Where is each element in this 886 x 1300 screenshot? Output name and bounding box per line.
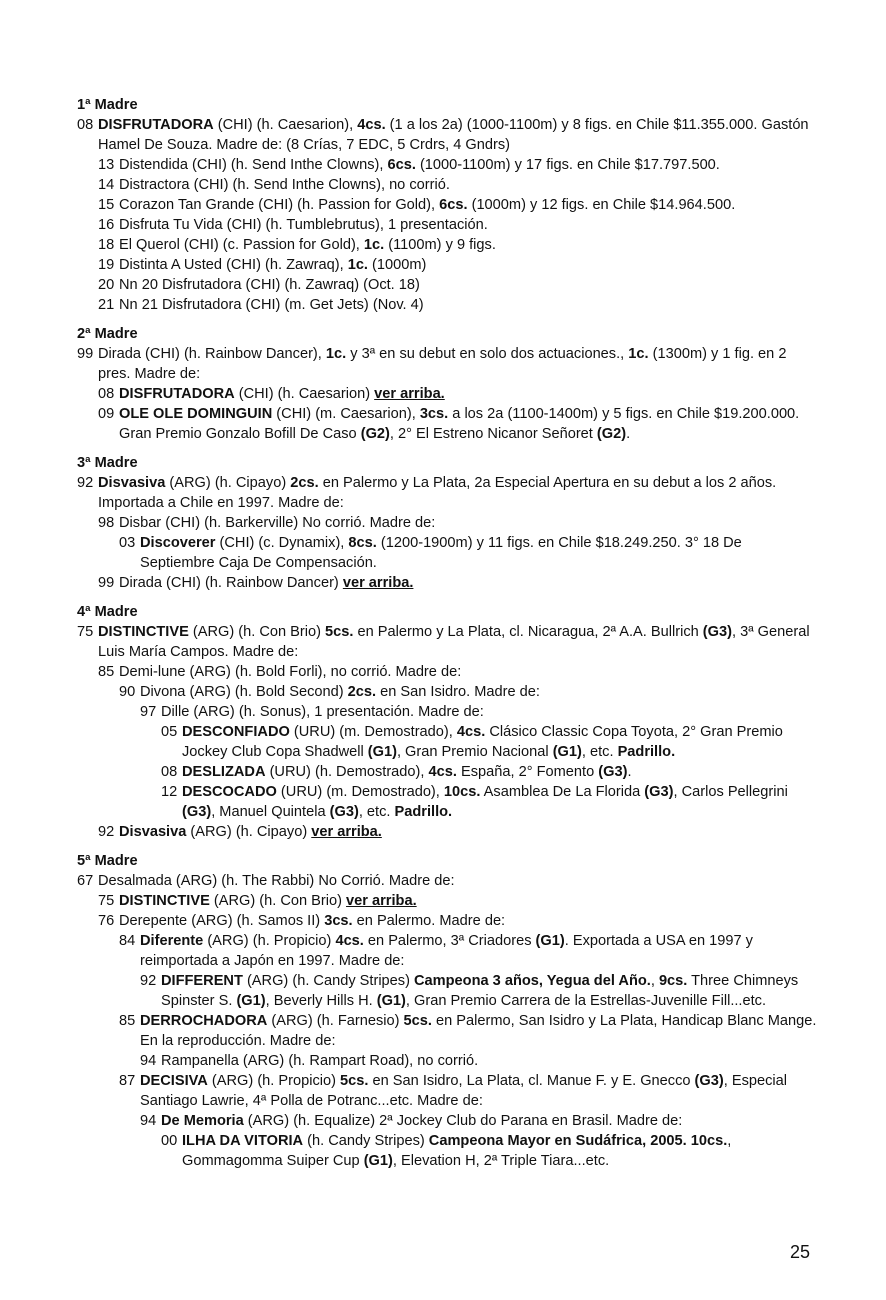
- pedigree-entry: [77, 871, 817, 891]
- entry-text: (CHI) (h. Caesarion): [234, 386, 375, 402]
- bold-text: DESCOCADO: [182, 784, 277, 800]
- entry-text: Demi-lune (ARG) (h. Bold Forli), no corrió. Madre de:: [119, 664, 462, 680]
- bold-text: 4cs.: [456, 724, 486, 740]
- entry-text: (CHI) (m. Caesarion),: [272, 406, 420, 422]
- birth-year: 12: [161, 784, 178, 800]
- pedigree-entry: [98, 235, 817, 255]
- pedigree-entry: [98, 891, 817, 911]
- birth-year: 76: [98, 913, 115, 929]
- entry-text: (ARG) (h. Equalize) 2ª Jockey Club do Parana en Brasil. Madre de:: [243, 1113, 683, 1129]
- birth-year: 67: [77, 873, 94, 889]
- entry-text: (ARG) (h. Farnesio): [267, 1013, 404, 1029]
- bold-text: 5cs.: [325, 624, 354, 640]
- pedigree-entry: [98, 573, 817, 593]
- entry-text: , etc.: [581, 744, 618, 760]
- entry-text: Clásico Classic Copa Toyota, 2° Gran Premio Jockey Club Copa Shadwell: [182, 724, 783, 760]
- birth-year: 85: [98, 664, 115, 680]
- entry-text: Divona (ARG) (h. Bold Second): [140, 684, 348, 700]
- bold-text: (G1): [376, 993, 406, 1009]
- entry-text: Desalmada (ARG) (h. The Rabbi) No Corrió. Madre de:: [98, 873, 455, 889]
- cross-reference-link[interactable]: ver arriba.: [311, 824, 382, 840]
- entry-text: (URU) (m. Demostrado),: [289, 724, 457, 740]
- section-heading: 1ª Madre: [77, 97, 138, 113]
- section-heading: 4ª Madre: [77, 604, 138, 620]
- entry-text: , Gran Premio Nacional: [396, 744, 553, 760]
- entry-text: a los 2a (1100-1400m) y 5 figs. en Chile $19.200.000. Gran Premio Gonzalo Bofill De Caso: [119, 406, 800, 442]
- entry-text: ,: [650, 973, 659, 989]
- bold-text: (G3): [598, 764, 628, 780]
- birth-year: 75: [77, 624, 94, 640]
- pedigree-entry: [98, 175, 817, 195]
- pedigree-entry: [140, 1111, 817, 1131]
- bold-text: (G3): [182, 804, 212, 820]
- birth-year: 98: [98, 515, 115, 531]
- bold-text: 3cs.: [419, 406, 449, 422]
- bold-text: Disvasiva: [119, 824, 187, 840]
- entry-text: (ARG) (h. Propicio): [203, 933, 336, 949]
- bold-text: DERROCHADORA: [140, 1013, 268, 1029]
- entry-text: Dille (ARG) (h. Sonus), 1 presentación. Madre de:: [161, 704, 484, 720]
- entry-text: .: [627, 764, 632, 780]
- birth-year: 18: [98, 237, 115, 253]
- entry-text: en Palermo y La Plata, cl. Nicaragua, 2ª A.A. Bullrich: [353, 624, 703, 640]
- entry-text: (h. Candy Stripes): [303, 1133, 429, 1149]
- bold-text: 4cs.: [428, 764, 457, 780]
- pedigree-entry: [98, 275, 817, 295]
- bold-text: 2cs.: [347, 684, 377, 700]
- bold-text: 6cs.: [439, 197, 468, 213]
- bold-text: 4cs.: [357, 117, 386, 133]
- pedigree-entry: [77, 115, 817, 155]
- dam-section: [77, 324, 817, 444]
- entry-text: , etc.: [358, 804, 395, 820]
- entry-text: Derepente (ARG) (h. Samos II): [119, 913, 325, 929]
- bold-text: DESCONFIADO: [182, 724, 290, 740]
- bold-text: 1c.: [325, 346, 347, 362]
- entry-text: .: [626, 426, 631, 442]
- dam-section: [77, 95, 817, 315]
- bold-text: (G1): [363, 1153, 393, 1169]
- bold-text: 4cs.: [335, 933, 364, 949]
- bold-text: DECISIVA: [140, 1073, 208, 1089]
- pedigree-entry: [119, 1071, 817, 1111]
- entry-text: (1 a los 2a) (1000-1100m) y 8 figs. en Chile $11.355.000. Gastón Hamel De Souza. Madre de: (8 Crías, 7 EDC, 5 Crdrs, 4 Gndrs): [98, 117, 809, 153]
- bold-text: (G3): [644, 784, 674, 800]
- entry-text: Dirada (CHI) (h. Rainbow Dancer),: [98, 346, 326, 362]
- bold-text: 5cs.: [403, 1013, 432, 1029]
- entry-text: (CHI) (c. Dynamix),: [215, 535, 349, 551]
- entry-text: (ARG) (h. Cipayo): [165, 475, 291, 491]
- cross-reference-link[interactable]: ver arriba.: [346, 893, 417, 909]
- pedigree-entry: [98, 384, 817, 404]
- entry-text: Asamblea De La Florida: [480, 784, 645, 800]
- cross-reference-link[interactable]: ver arriba.: [374, 386, 445, 402]
- birth-year: 13: [98, 157, 115, 173]
- entry-text: (1000-1100m) y 17 figs. en Chile $17.797.500.: [415, 157, 720, 173]
- birth-year: 97: [140, 704, 157, 720]
- entry-text: (URU) (h. Demostrado),: [265, 764, 429, 780]
- birth-year: 08: [98, 386, 115, 402]
- bold-text: 3cs.: [324, 913, 353, 929]
- dam-section: [77, 602, 817, 842]
- bold-text: 1c.: [628, 346, 649, 362]
- entry-text: , Beverly Hills H.: [265, 993, 377, 1009]
- bold-text: Diferente: [140, 933, 204, 949]
- pedigree-entry: [98, 822, 817, 842]
- birth-year: 21: [98, 297, 115, 313]
- bold-text: (G1): [367, 744, 397, 760]
- birth-year: 99: [77, 346, 94, 362]
- dam-section: [77, 453, 817, 593]
- bold-text: DISTINCTIVE: [98, 624, 189, 640]
- entry-text: Distendida (CHI) (h. Send Inthe Clowns),: [119, 157, 388, 173]
- dam-section: [77, 851, 817, 1171]
- birth-year: 03: [119, 535, 136, 551]
- entry-text: Nn 20 Disfrutadora (CHI) (h. Zawraq) (Oct. 18): [119, 277, 420, 293]
- entry-text: (ARG) (h. Cipayo): [186, 824, 312, 840]
- pedigree-entry: [98, 662, 817, 682]
- bold-text: Disvasiva: [98, 475, 166, 491]
- entry-text: , Carlos Pellegrini: [673, 784, 788, 800]
- birth-year: 14: [98, 177, 115, 193]
- entry-text: (ARG) (h. Con Brio): [188, 624, 326, 640]
- bold-text: Discoverer: [140, 535, 216, 551]
- entry-text: . Exportada a USA en 1997 y reimportada a Japón en 1997. Madre de:: [140, 933, 753, 969]
- birth-year: 20: [98, 277, 115, 293]
- birth-year: 15: [98, 197, 115, 213]
- pedigree-entry: [161, 722, 817, 762]
- entry-text: , Gommagomma Suiper Cup: [182, 1133, 732, 1169]
- birth-year: 19: [98, 257, 115, 273]
- section-heading: 5ª Madre: [77, 853, 138, 869]
- birth-year: 16: [98, 217, 115, 233]
- entry-text: (URU) (m. Demostrado),: [276, 784, 444, 800]
- entry-text: , Manuel Quintela: [211, 804, 330, 820]
- entry-text: , Gran Premio Carrera de la Estrellas-Juvenille Fill...etc.: [405, 993, 767, 1009]
- bold-text: (G1): [552, 744, 582, 760]
- bold-text: DIFFERENT: [161, 973, 243, 989]
- bold-text: 8cs.: [348, 535, 377, 551]
- entry-text: en San Isidro. Madre de:: [376, 684, 540, 700]
- entry-text: (1000m) y 12 figs. en Chile $14.964.500.: [467, 197, 736, 213]
- entry-text: El Querol (CHI) (c. Passion for Gold),: [119, 237, 364, 253]
- entry-text: (1100m) y 9 figs.: [384, 237, 496, 253]
- pedigree-document: [77, 95, 817, 1180]
- bold-text: (G1): [236, 993, 266, 1009]
- bold-text: 1c.: [347, 257, 368, 273]
- birth-year: 85: [119, 1013, 136, 1029]
- entry-text: Three Chimneys Spinster S.: [161, 973, 799, 1009]
- pedigree-entry: [161, 1131, 817, 1171]
- entry-text: Nn 21 Disfrutadora (CHI) (m. Get Jets) (Nov. 4): [119, 297, 424, 313]
- entry-text: Dirada (CHI) (h. Rainbow Dancer): [119, 575, 343, 591]
- entry-text: (ARG) (h. Propicio): [207, 1073, 341, 1089]
- entry-text: en Palermo, San Isidro y La Plata, Handicap Blanc Mange. En la reproducción. Madre de:: [140, 1013, 817, 1049]
- birth-year: 00: [161, 1133, 178, 1149]
- bold-text: 10cs.: [443, 784, 481, 800]
- birth-year: 75: [98, 893, 115, 909]
- entry-text: (ARG) (h. Con Brio): [209, 893, 347, 909]
- entry-text: (1200-1900m) y 11 figs. en Chile $18.249.250. 3° 18 De Septiembre Caja De Compensación.: [140, 535, 742, 571]
- entry-text: y 3ª en su debut en solo dos actuaciones.,: [346, 346, 629, 362]
- cross-reference-link[interactable]: ver arriba.: [342, 575, 414, 591]
- entry-text: (CHI) (h. Caesarion),: [213, 117, 358, 133]
- entry-text: (ARG) (h. Candy Stripes): [242, 973, 415, 989]
- bold-text: OLE OLE DOMINGUIN: [119, 406, 273, 422]
- entry-text: , 3ª General Luis María Campos. Madre de:: [98, 624, 810, 660]
- entry-text: (1000m): [368, 257, 427, 273]
- bold-text: Padrillo.: [617, 744, 676, 760]
- page-number: 25: [790, 1242, 811, 1262]
- pedigree-entry: [98, 295, 817, 315]
- entry-text: España, 2° Fomento: [456, 764, 599, 780]
- bold-text: 9cs.: [658, 973, 688, 989]
- birth-year: 99: [98, 575, 115, 591]
- pedigree-entry: [77, 622, 817, 662]
- birth-year: 84: [119, 933, 136, 949]
- bold-text: (G2): [360, 426, 390, 442]
- pedigree-entry: [119, 931, 817, 971]
- bold-text: (G1): [535, 933, 565, 949]
- pedigree-entry: [119, 533, 817, 573]
- entry-text: en Palermo. Madre de:: [352, 913, 506, 929]
- entry-text: Rampanella (ARG) (h. Rampart Road), no corrió.: [161, 1053, 479, 1069]
- bold-text: De Memoria: [161, 1113, 244, 1129]
- entry-text: Disfruta Tu Vida (CHI) (h. Tumblebrutus), 1 presentación.: [119, 217, 488, 233]
- birth-year: 09: [98, 406, 115, 422]
- entry-text: , 2° El Estreno Nicanor Señoret: [389, 426, 597, 442]
- section-heading: 2ª Madre: [77, 326, 138, 342]
- pedigree-entry: [98, 404, 817, 444]
- pedigree-entry: [161, 782, 817, 822]
- birth-year: 90: [119, 684, 136, 700]
- bold-text: DISFRUTADORA: [119, 386, 235, 402]
- birth-year: 08: [77, 117, 94, 133]
- pedigree-entry: [98, 513, 817, 533]
- pedigree-entry: [140, 702, 817, 722]
- bold-text: Padrillo.: [394, 804, 453, 820]
- bold-text: ILHA DA VITORIA: [182, 1133, 304, 1149]
- entry-text: Corazon Tan Grande (CHI) (h. Passion for Gold),: [119, 197, 440, 213]
- bold-text: (G3): [329, 804, 359, 820]
- bold-text: (G3): [694, 1073, 724, 1089]
- birth-year: 92: [77, 475, 94, 491]
- pedigree-entry: [77, 473, 817, 513]
- birth-year: 92: [98, 824, 115, 840]
- birth-year: 92: [140, 973, 157, 989]
- pedigree-entry: [98, 195, 817, 215]
- pedigree-entry: [98, 911, 817, 931]
- bold-text: DISTINCTIVE: [119, 893, 210, 909]
- bold-text: 5cs.: [340, 1073, 369, 1089]
- entry-text: en San Isidro, La Plata, cl. Manue F. y E. Gnecco: [368, 1073, 695, 1089]
- bold-text: DESLIZADA: [182, 764, 266, 780]
- pedigree-entry: [119, 1011, 817, 1051]
- bold-text: DISFRUTADORA: [98, 117, 214, 133]
- pedigree-entry: [119, 682, 817, 702]
- pedigree-entry: [98, 155, 817, 175]
- bold-text: (G3): [702, 624, 732, 640]
- entry-text: Disbar (CHI) (h. Barkerville) No corrió. Madre de:: [119, 515, 436, 531]
- pedigree-entry: [98, 215, 817, 235]
- entry-text: en Palermo, 3ª Criadores: [363, 933, 536, 949]
- birth-year: 08: [161, 764, 178, 780]
- bold-text: (G2): [596, 426, 627, 442]
- pedigree-entry: [77, 344, 817, 384]
- pedigree-entry: [140, 1051, 817, 1071]
- bold-text: 1c.: [363, 237, 385, 253]
- bold-text: Campeona Mayor en Sudáfrica, 2005. 10cs.: [428, 1133, 728, 1149]
- pedigree-entry: [161, 762, 817, 782]
- bold-text: 6cs.: [387, 157, 416, 173]
- birth-year: 05: [161, 724, 178, 740]
- entry-text: en Palermo y La Plata, 2a Especial Apertura en su debut a los 2 años. Importada a Chile en 1997. Madre de:: [98, 475, 777, 511]
- entry-text: (1300m) y 1 fig. en 2 pres. Madre de:: [98, 346, 787, 382]
- birth-year: 94: [140, 1053, 157, 1069]
- birth-year: 87: [119, 1073, 136, 1089]
- entry-text: , Elevation H, 2ª Triple Tiara...etc.: [392, 1153, 610, 1169]
- bold-text: 2cs.: [290, 475, 319, 491]
- pedigree-entry: [140, 971, 817, 1011]
- entry-text: Distractora (CHI) (h. Send Inthe Clowns), no corrió.: [119, 177, 450, 193]
- birth-year: 94: [140, 1113, 157, 1129]
- entry-text: Distinta A Usted (CHI) (h. Zawraq),: [119, 257, 348, 273]
- pedigree-entry: [98, 255, 817, 275]
- entry-text: , Especial Santiago Lawrie, 4ª Polla de Potranc...etc. Madre de:: [140, 1073, 788, 1109]
- bold-text: Campeona 3 años, Yegua del Año.: [414, 973, 651, 989]
- section-heading: 3ª Madre: [77, 455, 138, 471]
